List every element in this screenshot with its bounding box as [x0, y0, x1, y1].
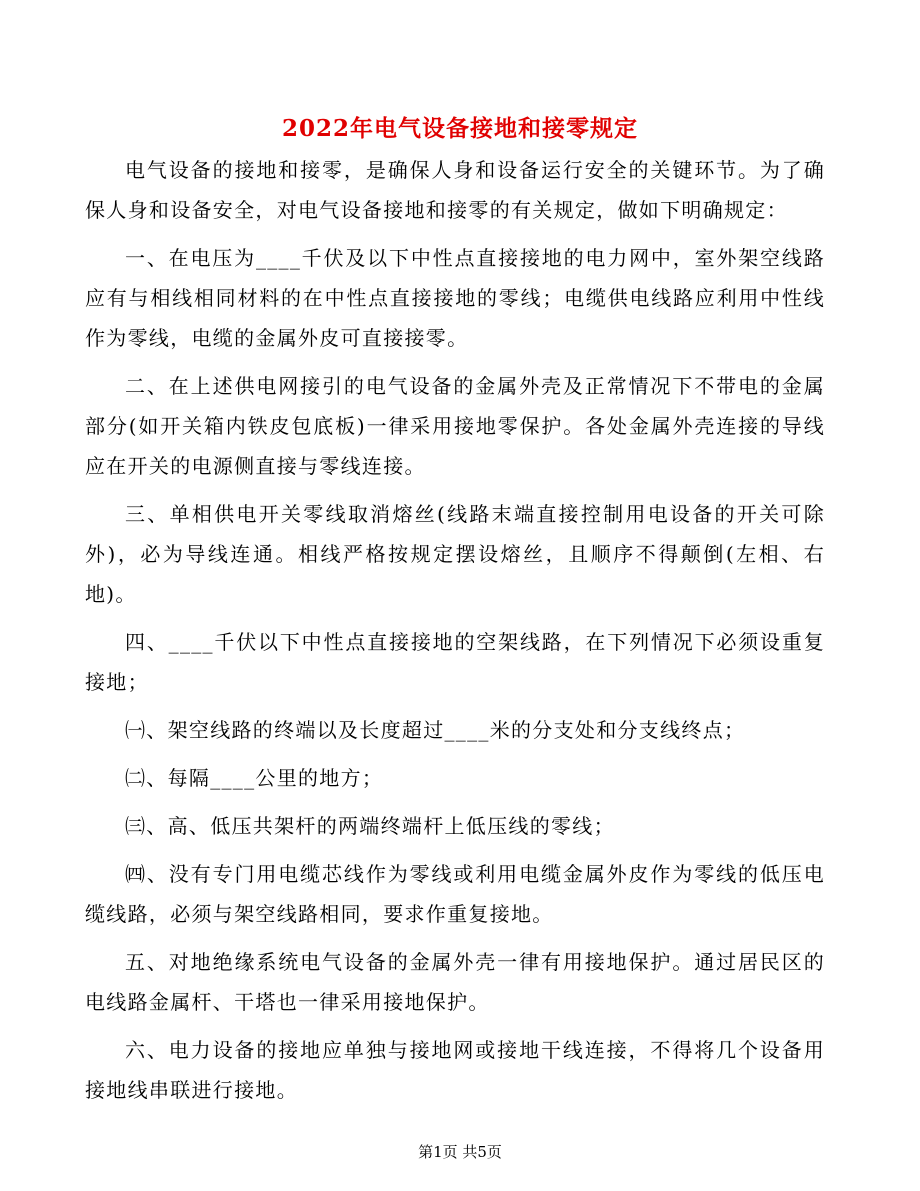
rule-4-item-3: ㈢、高、低压共架杆的两端终端杆上低压线的零线； — [125, 814, 615, 838]
rule-5-paragraph: 五、对地绝缘系统电气设备的金属外壳一律有用接地保护。通过居民区的电线路金属杆、干塔也一律采用接地保护。 — [85, 950, 825, 1014]
rule-4-item-2: ㈡、每隔____公里的地方； — [125, 766, 384, 790]
rule-4-item-4: ㈣、没有专门用电缆芯线作为零线或利用电缆金属外皮作为零线的低压电缆线路，必须与架空线路相同，要求作重复接地。 — [85, 862, 825, 926]
rule-6-paragraph: 六、电力设备的接地应单独与接地网或接地干线连接，不得将几个设备用接地线串联进行接地。 — [85, 1038, 825, 1102]
document-body — [85, 150, 825, 1118]
rule-2-paragraph: 二、在上述供电网接引的电气设备的金属外壳及正常情况下不带电的金属部分(如开关箱内铁皮包底板)一律采用接地零保护。各处金属外壳连接的导线应在开关的电源侧直接与零线连接。 — [85, 374, 825, 478]
rule-4-paragraph: 四、____千伏以下中性点直接接地的空架线路，在下列情况下必须设重复接地； — [85, 630, 825, 694]
rule-4-item-1: ㈠、架空线路的终端以及长度超过____米的分支处和分支线终点； — [125, 718, 746, 742]
page-number-footer: 第1页 共5页 — [418, 1143, 502, 1161]
rule-3-paragraph: 三、单相供电开关零线取消熔丝(线路末端直接控制用电设备的开关可除外)，必为导线连通。相线严格按规定摆设熔丝，且顺序不得颠倒(左相、右地)。 — [85, 502, 825, 606]
intro-paragraph: 电气设备的接地和接零，是确保人身和设备运行安全的关键环节。为了确保人身和设备安全，对电气设备接地和接零的有关规定，做如下明确规定： — [85, 158, 825, 222]
document-title: 2022年电气设备接地和接零规定 — [281, 115, 638, 142]
rule-1-paragraph: 一、在电压为____千伏及以下中性点直接接地的电力网中，室外架空线路应有与相线相同材料的在中性点直接接地的零线；电缆供电线路应利用中性线作为零线，电缆的金属外皮可直接接零。 — [85, 246, 825, 350]
